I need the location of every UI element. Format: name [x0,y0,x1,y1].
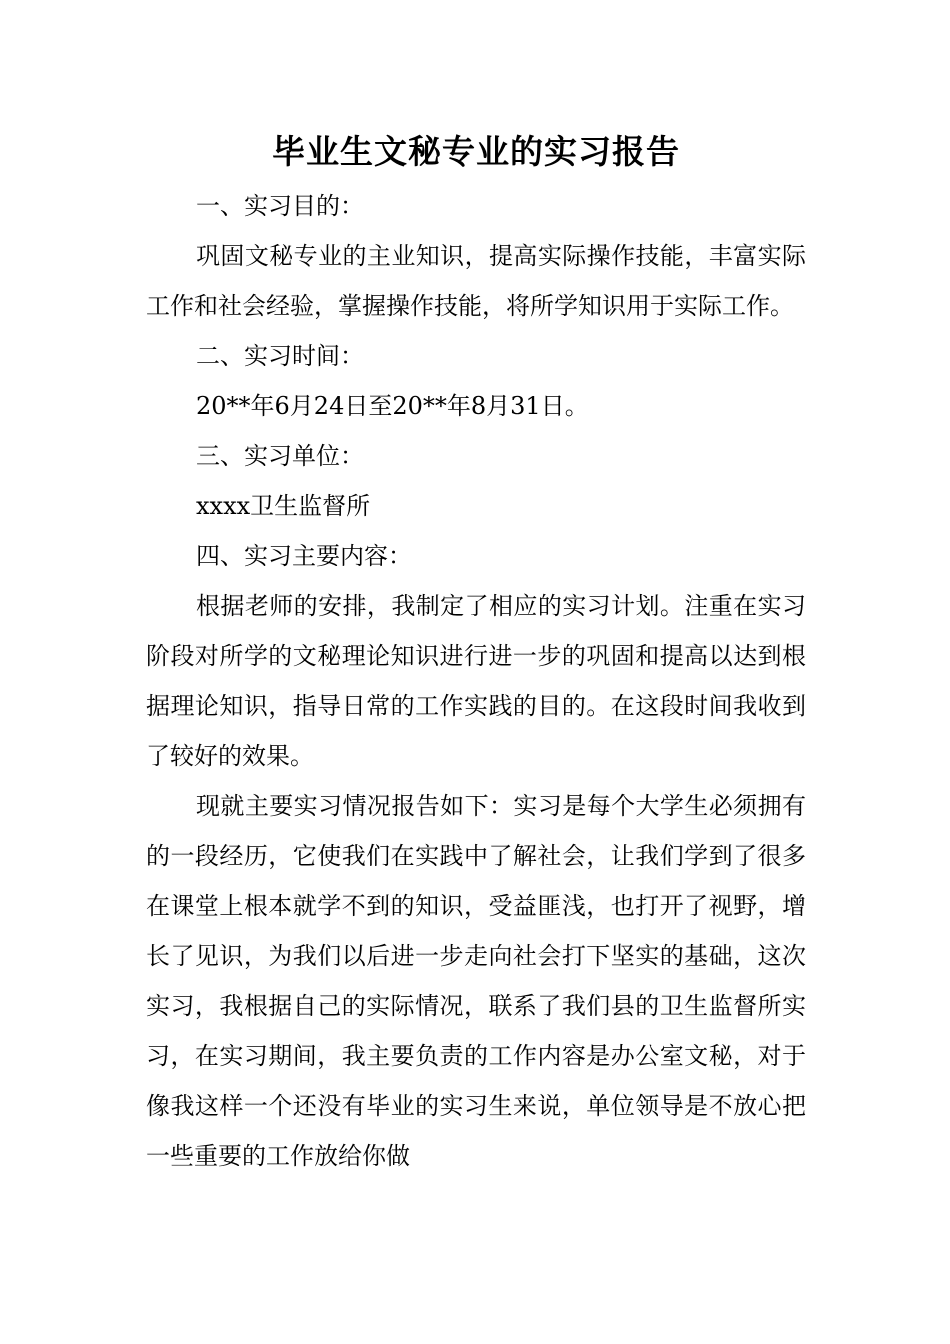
document-body [146,181,806,1181]
section-heading-content: 四、实习主要内容： [196,542,412,570]
document-page [146,0,806,1181]
paragraph-report: 现就主要实习情况报告如下：实习是每个大学生必须拥有的一段经历，它使我们在实践中了解社会，让我们学到了很多在课堂上根本就学不到的知识，受益匪浅，也打开了视野，增长了见识，为我们以后进一步走向社会打下坚实的基础，这次实习，我根据自己的实际情况，联系了我们县的卫生监督所实习，在实习期间，我主要负责的工作内容是办公室文秘，对于像我这样一个还没有毕业的实习生来说，单位领导是不放心把一些重要的工作放给你做 [146,792,806,1170]
section-heading-time: 二、实习时间： [196,342,364,370]
paragraph-purpose: 巩固文秘专业的主业知识，提高实际操作技能，丰富实际工作和社会经验，掌握操作技能，将所学知识用于实际工作。 [146,242,806,320]
paragraph-plan: 根据老师的安排，我制定了相应的实习计划。注重在实习阶段对所学的文秘理论知识进行进一步的巩固和提高以达到根据理论知识，指导日常的工作实践的目的。在这段时间我收到了较好的效果。 [146,592,806,770]
section-heading-purpose: 一、实习目的： [196,192,364,220]
document-title: 毕业生文秘专业的实习报告 [272,132,680,171]
paragraph-unit: xxxx卫生监督所 [196,492,371,520]
section-heading-unit: 三、实习单位： [196,442,364,470]
paragraph-time: 20**年6月24日至20**年8月31日。 [196,392,589,420]
